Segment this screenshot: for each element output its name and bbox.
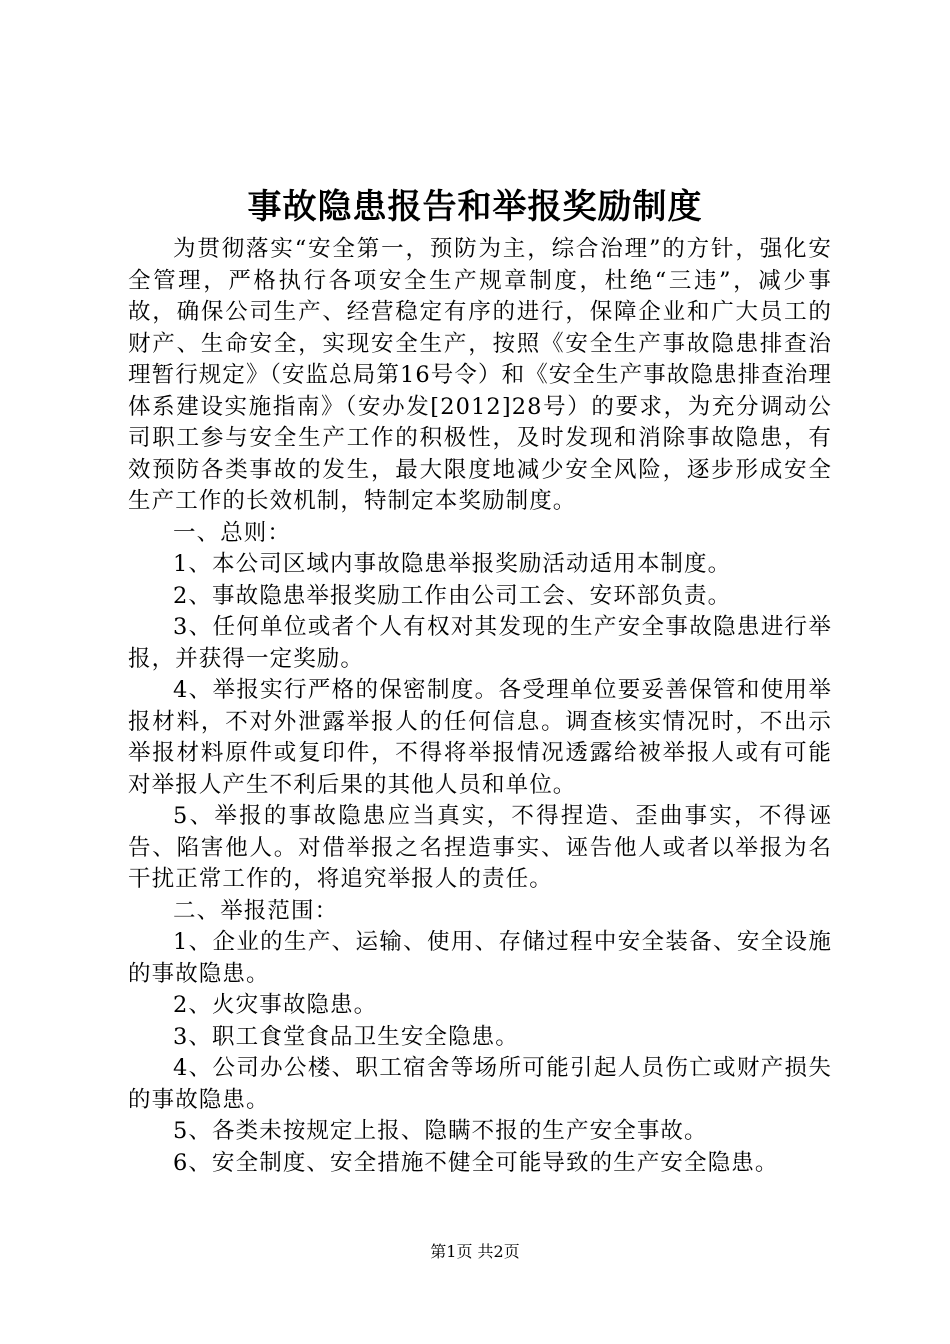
- list-item: 4、公司办公楼、职工宿舍等场所可能引起人员伤亡或财产损失的事故隐患。: [128, 1055, 832, 1113]
- list-item: 2、事故隐患举报奖励工作由公司工会、安环部负责。: [173, 582, 732, 609]
- document-body: [128, 234, 832, 1179]
- list-item: 3、职工食堂食品卫生安全隐患。: [173, 1023, 519, 1050]
- list-item: 1、本公司区域内事故隐患举报奖励活动适用本制度。: [173, 551, 732, 577]
- page-footer: 第1页 共2页: [430, 1242, 520, 1261]
- section-heading-scope: 二、举报范围：: [173, 897, 339, 924]
- list-item: 2、火灾事故隐患。: [173, 992, 378, 1018]
- list-item: 5、各类未按规定上报、隐瞒不报的生产安全事故。: [173, 1118, 708, 1144]
- list-item: 5、举报的事故隐患应当真实，不得捏造、歪曲事实，不得诬告、陷害他人。对借举报之名捏造事实、诬告他人或者以举报为名干扰正常工作的，将追究举报人的责任。: [128, 803, 832, 892]
- list-item: 4、举报实行严格的保密制度。各受理单位要妥善保管和使用举报材料，不对外泄露举报人的任何信息。调查核实情况时，不出示举报材料原件或复印件，不得将举报情况透露给被举报人或有可能对举报人产生不利后果的其他人员和单位。: [128, 677, 832, 798]
- list-item: 6、安全制度、安全措施不健全可能导致的生产安全隐患。: [173, 1149, 779, 1176]
- section-heading-general: 一、总则：: [173, 519, 292, 546]
- list-item: 1、企业的生产、运输、使用、存储过程中安全装备、安全设施的事故隐患。: [128, 929, 832, 987]
- document-title: 事故隐患报告和举报奖励制度: [247, 187, 703, 227]
- list-item: 3、任何单位或者个人有权对其发现的生产安全事故隐患进行举报，并获得一定奖励。: [128, 614, 832, 672]
- intro-paragraph: 为贯彻落实“安全第一，预防为主，综合治理”的方针，强化安全管理，严格执行各项安全生产规章制度，杜绝“三违”，减少事故，确保公司生产、经营稳定有序的进行，保障企业和广大员工的财产、生命安全，实现安全生产，按照《安全生产事故隐患排查治理暂行规定》（安监总局第16号令）和《安全生产事故隐患排查治理体系建设实施指南》（安办发[2012]28号）的要求，为充分调动公司职工参与安全生产工作的积极性，及时发现和消除事故隐患，有效预防各类事故的发生，最大限度地减少安全风险，逐步形成安全生产工作的长效机制，特制定本奖励制度。: [128, 236, 832, 514]
